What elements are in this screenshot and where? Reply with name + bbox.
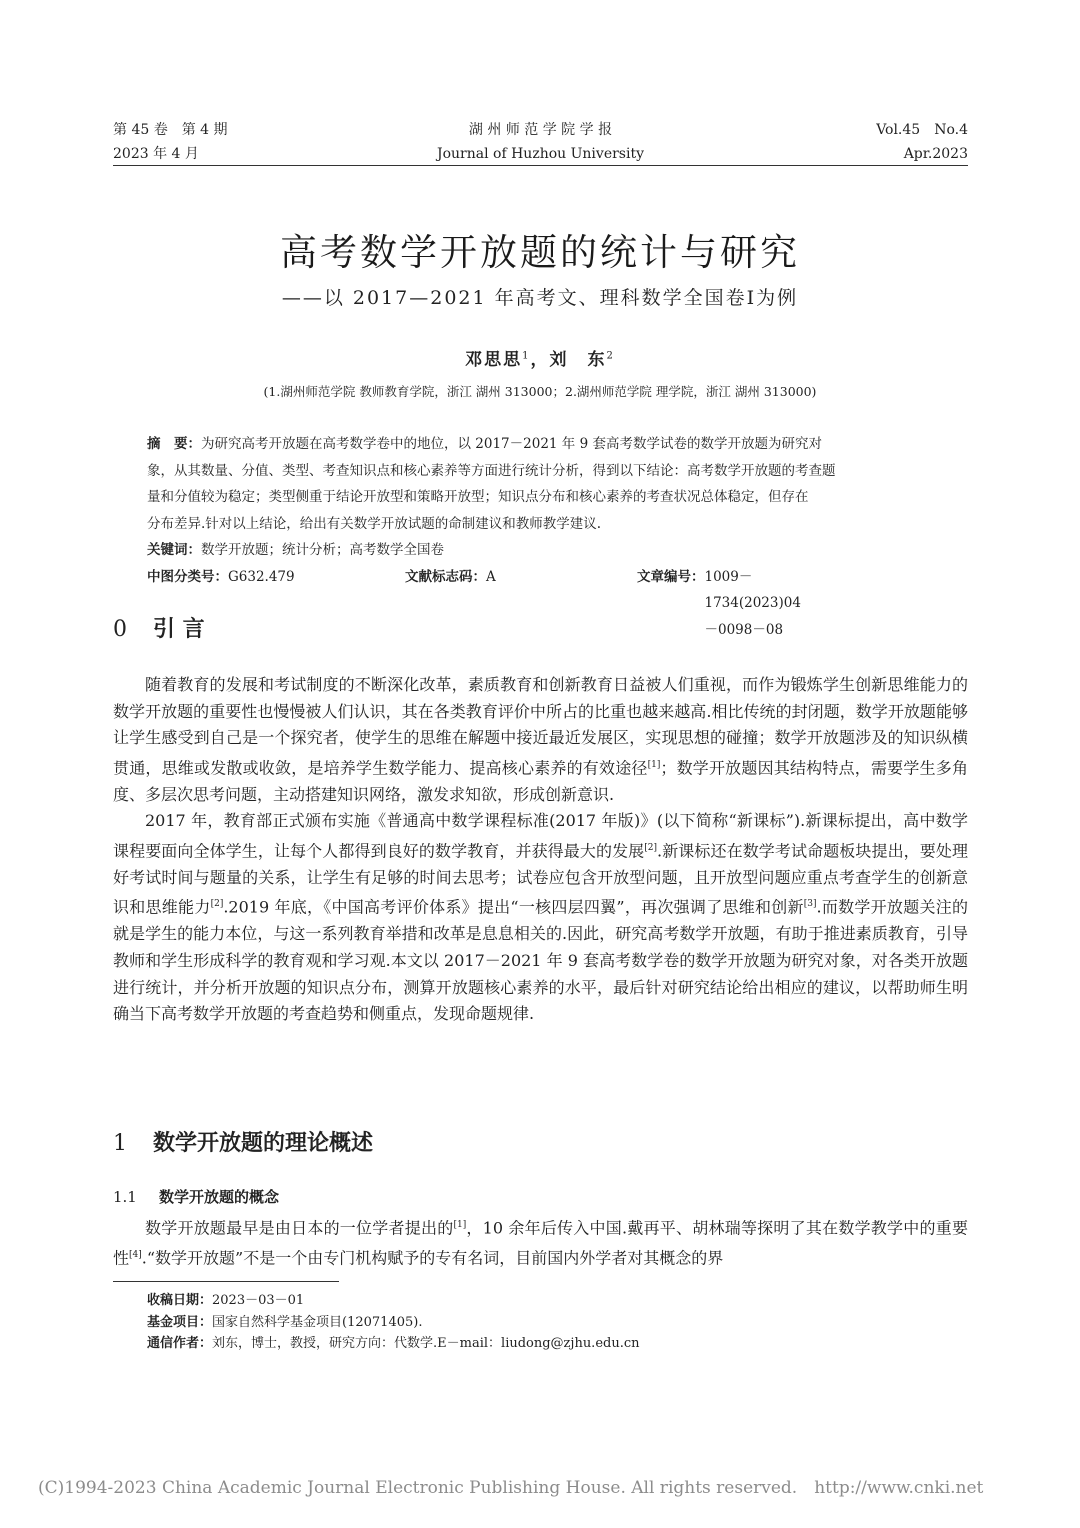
text-run: 随着教育的发展和考试制度的不断深化改革，素质教育和创新教育日益被人们重视，而作为锻炼学生创新思维能力的数学开放题的重要性也慢慢被人们认识，其在各类教育评价中所占的比重也越来越高.相比传统的封闭题，数学开放题能够让学生感受到自己是一个探究者，使学生的思维在解题中接近最近发展区，实现思想的碰撞；数学开放题涉及的知识纵横贯通，思维或发散或收敛，是培养学生数学能力、提高核心素养的有效途径	[113, 675, 968, 778]
doc-code-value: A	[486, 568, 496, 585]
body-text-intro	[113, 672, 968, 1028]
citation: [1]	[453, 1220, 467, 1230]
date-en: Apr.2023	[903, 146, 968, 162]
citation: [1]	[647, 759, 661, 770]
footnote-rule	[113, 1281, 339, 1282]
text-run: 数学开放题最早是由日本的一位学者提出的	[145, 1218, 454, 1238]
citation: [2]	[210, 899, 224, 910]
citation: [2]	[644, 842, 658, 853]
keywords-line	[147, 537, 937, 564]
fund-value: 国家自然科学基金项目(12071405).	[212, 1314, 423, 1330]
section-heading	[113, 1126, 373, 1157]
corr-label: 通信作者：	[147, 1336, 213, 1351]
text-run: .新课标还在数学考试命题板块提出，要处理好考试时间与题量的关系，让学生有足够的时间去思考；试卷应包含开放型问题，且开放型问题应重点考查学生的创新意识和思维能力	[113, 841, 968, 917]
subsection-number: 1.1	[113, 1188, 137, 1206]
text-run: .2019 年底，《中国高考评价体系》提出“一核四层四翼”，再次强调了思维和创新	[223, 897, 804, 917]
citation: [4]	[129, 1249, 142, 1260]
received-date	[147, 1290, 640, 1312]
article-no-value: 1009－1734(2023)04－0098－08	[704, 568, 801, 638]
text-run: ，10 余年后传入中国.戴再平、胡林瑞等探明了其在数学教学中的重要性	[113, 1218, 968, 1268]
section-number: 1	[113, 1131, 127, 1156]
abstract-line: 象，从其数量、分值、类型、考查知识点和核心素养等方面进行统计分析，得到以下结论：高考数学开放题的考查题	[147, 462, 836, 479]
copyright-line: (C)1994-2023 China Academic Journal Electronic Publishing House. All rights reserved. http://www.cnki.net	[38, 1478, 984, 1498]
clc-label: 中图分类号：	[147, 568, 228, 585]
header-center	[113, 118, 968, 166]
article-title: 高考数学开放题的统计与研究	[280, 231, 800, 274]
received-value: 2023－03－01	[212, 1293, 305, 1308]
subsection-heading	[113, 1186, 279, 1207]
header-right	[876, 118, 968, 166]
fund-label: 基金项目：	[147, 1314, 213, 1330]
body-text-concept	[113, 1212, 968, 1272]
volume-en: Vol.45 No.4	[876, 122, 968, 138]
section-number: 0	[113, 617, 127, 642]
section-title: 数学开放题的理论概述	[153, 1131, 374, 1156]
author-affil-mark: 1	[522, 350, 531, 362]
author-name: 刘 东	[549, 350, 607, 370]
author-separator: ，	[530, 350, 550, 370]
citation: [3]	[803, 899, 817, 910]
abstract-label: 摘 要：	[147, 436, 201, 452]
section-title: 引 言	[153, 617, 205, 642]
section-heading	[113, 612, 205, 643]
abstract-line: 量和分值较为稳定；类型侧重于结论开放型和策略开放型；知识点分布和核心素养的考查状况总体稳定，但存在	[147, 489, 809, 505]
affiliation: (1.湖州师范学院 教师教育学院，浙江 湖州 313000；2.湖州师范学院 理学院，浙江 湖州 313000)	[263, 384, 817, 399]
article-subtitle: ——以 2017—2021 年高考文、理科数学全国卷Ⅰ为例	[281, 287, 799, 309]
date-cn: 2023 年 4 月	[113, 146, 199, 162]
received-label: 收稿日期：	[147, 1293, 213, 1308]
volume-issue: 第 45 卷 第 4 期	[113, 122, 228, 138]
abstract-line	[147, 431, 937, 458]
footnotes	[147, 1290, 640, 1355]
author-list	[0, 345, 1080, 370]
keywords-label: 关键词：	[147, 542, 201, 558]
doc-code-label: 文献标志码：	[405, 568, 486, 585]
running-header	[113, 118, 968, 166]
text-run: 2017 年，教育部正式颁布实施《普通高中数学课程标准(2017 年版)》(以下简称“新课标”).新课标提出，高中数学课程要面向全体学生，让每个人都得到良好的数学教育，并获得最大的发展	[113, 811, 968, 861]
article-no-label: 文章编号：	[637, 568, 705, 585]
journal-name-cn: 湖 州 师 范 学 院 学 报	[468, 122, 613, 138]
funding	[147, 1312, 640, 1334]
text-run: .而数学开放题关注的就是学生的能力本位，与这一系列教育举措和改革是息息相关的.因此，研究高考数学开放题，有助于推进素质教育，引导教师和学生形成科学的教育观和学习观.本文以 2017－2021 年 9 套高考数学卷的数学开放题为研究对象，对各类开放题进行统计，并分析开放题的知识点分布，测算开放题核心素养的水平，最后针对研究结论给出相应的建议，以帮助师生明确当下高考数学开放题的考查趋势和侧重点，发现命题规律.	[113, 897, 968, 1024]
journal-name-en: Journal of Huzhou University	[437, 146, 644, 162]
abstract-line: 分布差异.针对以上结论，给出有关数学开放试题的命制建议和教师教学建议.	[147, 515, 602, 532]
clc-value: G632.479	[228, 568, 295, 585]
header-rule	[113, 165, 968, 166]
author-name: 邓思思	[465, 350, 523, 370]
paragraph	[113, 808, 968, 1027]
keywords: 数学开放题；统计分析；高考数学全国卷	[201, 542, 444, 558]
corresponding-author	[147, 1333, 640, 1355]
subsection-title: 数学开放题的概念	[159, 1188, 280, 1206]
paragraph	[113, 672, 968, 808]
text-run: ；数学开放题因其结构特点，需要学生多角度、多层次思考问题，主动搭建知识网络，激发求知欲，形成创新意识.	[113, 758, 968, 804]
author-affil-mark: 2	[606, 350, 615, 362]
paragraph	[113, 1212, 968, 1272]
corr-value: 刘东，博士，教授，研究方向：代数学.E－mail：liudong@zjhu.edu.cn	[212, 1336, 640, 1351]
text-run: .“数学开放题”不是一个由专门机构赋予的专有名词，目前国内外学者对其概念的界	[141, 1248, 724, 1268]
abstract-text: 为研究高考开放题在高考数学卷中的地位，以 2017－2021 年 9 套高考数学试卷的数学开放题为研究对	[201, 436, 822, 452]
